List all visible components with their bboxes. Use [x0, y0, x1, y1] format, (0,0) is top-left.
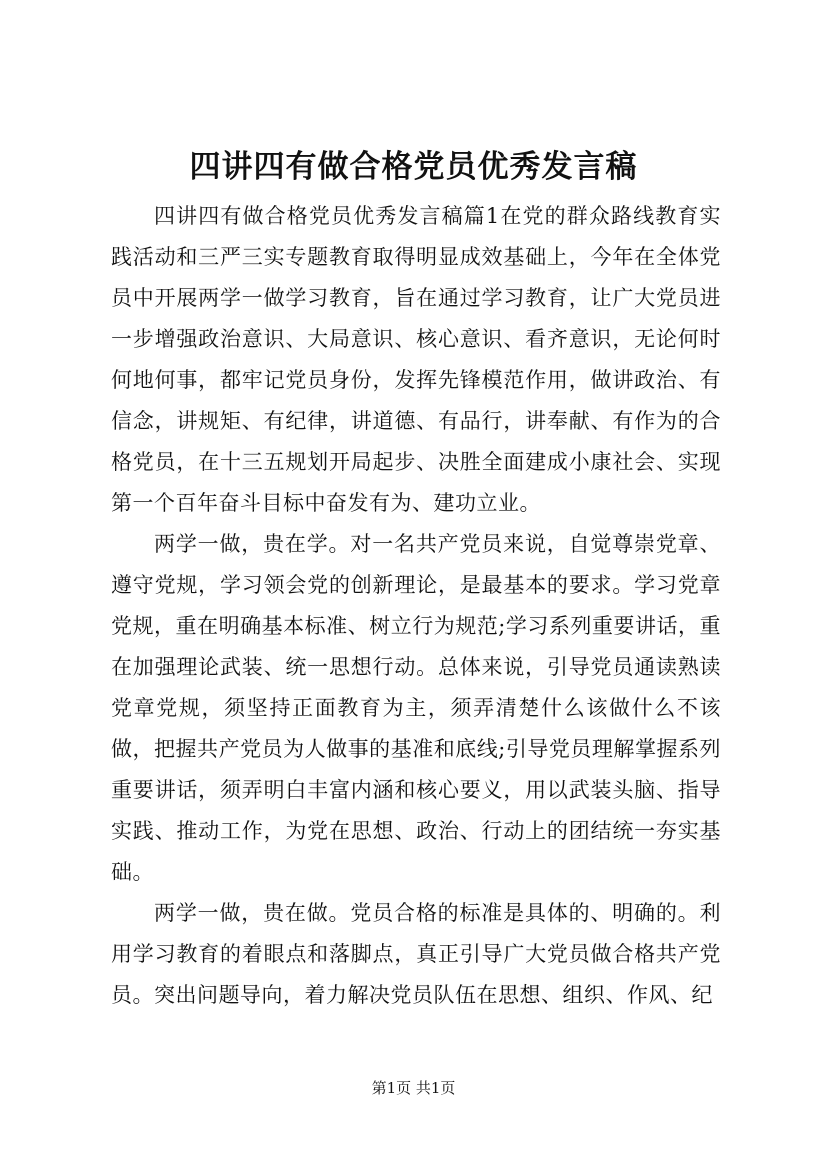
paragraph-3: 两学一做，贵在做。党员合格的标准是具体的、明确的。利用学习教育的着眼点和落脚点，真正引导广大党员做合格共产党员。突出问题导向，着力解决党员队伍在思想、组织、作风、纪: [111, 901, 721, 1007]
paragraph-1: 四讲四有做合格党员优秀发言稿篇1在党的群众路线教育实践活动和三严三实专题教育取得明显成效基础上，今年在全体党员中开展两学一做学习教育，旨在通过学习教育，让广大党员进一步增强政治意识、大局意识、核心意识、看齐意识，无论何时何地何事，都牢记党员身份，发挥先锋模范作用，做讲政治、有信念，讲规矩、有纪律，讲道德、有品行，讲奉献、有作为的合格党员，在十三五规划开局起步、决胜全面建成小康社会、实现第一个百年奋斗目标中奋发有为、建功立业。: [111, 204, 721, 515]
page-number-footer: 第1页 共1页: [371, 1079, 456, 1097]
document-title: 四讲四有做合格党员优秀发言稿: [189, 149, 638, 185]
paragraph-2: 两学一做，贵在学。对一名共产党员来说，自觉尊崇党章、遵守党规，学习领会党的创新理论，是最基本的要求。学习党章党规，重在明确基本标准、树立行为规范;学习系列重要讲话，重在加强理论武装、统一思想行动。总体来说，引导党员通读熟读党章党规，须坚持正面教育为主，须弄清楚什么该做什么不该做，把握共产党员为人做事的基准和底线;引导党员理解掌握系列重要讲话，须弄明白丰富内涵和核心要义，用以武装头脑、指导实践、推动工作，为党在思想、政治、行动上的团结统一夯实基础。: [111, 532, 721, 884]
document-body: [111, 196, 721, 1016]
